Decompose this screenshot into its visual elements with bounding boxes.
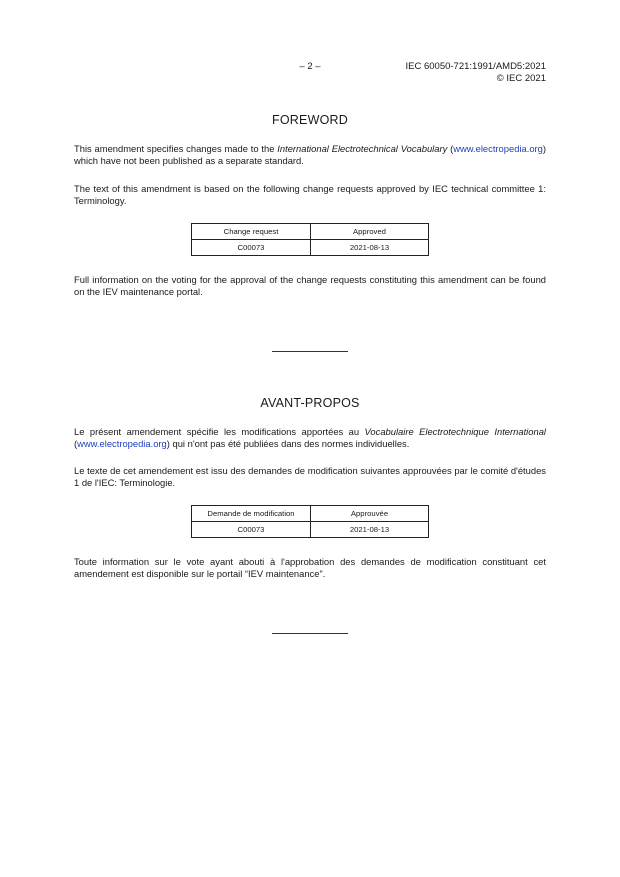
text: ( — [447, 143, 454, 154]
document-id — [346, 61, 546, 85]
electropedia-link[interactable]: www.electropedia.org — [77, 438, 167, 449]
text: This amendment specifies changes made to the — [74, 143, 278, 154]
text: Toute information sur le vote ayant abouti à l'approbation des demandes de modification constituant cet amendement est disponible sur le portail “IEV maintenance”. — [74, 556, 546, 579]
avant-propos-paragraph-3 — [74, 556, 546, 580]
header-approved: Approved — [311, 224, 429, 240]
cell-demande-modification: C00073 — [192, 522, 311, 538]
text: Full information on the voting for the approval of the change requests constituting this amendment can be found on the IEV maintenance portal. — [74, 274, 546, 297]
header-approuvee: Approuvée — [311, 506, 429, 522]
text: Le présent amendement spécifie les modifications apportées au — [74, 426, 365, 437]
electropedia-link[interactable]: www.electropedia.org — [453, 143, 543, 154]
page-number: – 2 – — [299, 61, 321, 72]
cell-change-request: C00073 — [192, 240, 311, 256]
text: ( — [74, 438, 78, 449]
section-separator — [272, 633, 348, 634]
foreword-title: FOREWORD — [272, 113, 348, 127]
vocabulary-title: International Electrotechnical Vocabulary — [277, 143, 448, 154]
text: ) which have not been published as a separate standard. — [74, 143, 546, 166]
foreword-paragraph-1 — [74, 143, 546, 167]
document-id-line: IEC 60050-721:1991/AMD5:2021 — [405, 61, 546, 72]
copyright-line: © IEC 2021 — [496, 73, 546, 84]
header-change-request: Change request — [192, 224, 311, 240]
foreword-paragraph-2 — [74, 183, 546, 207]
header-demande-modification: Demande de modification — [192, 506, 311, 522]
demande-modification-table — [191, 505, 429, 538]
change-request-table — [191, 223, 429, 256]
avant-propos-paragraph-1 — [74, 426, 546, 450]
table-header-row — [192, 506, 429, 522]
avant-propos-paragraph-2 — [74, 465, 546, 489]
table-row — [192, 522, 429, 538]
table-header-row — [192, 224, 429, 240]
table-row — [192, 240, 429, 256]
avant-propos-title: AVANT-PROPOS — [260, 396, 360, 410]
text: Le texte de cet amendement est issu des demandes de modification suivantes approuvées par le comité d'études 1 de l'IEC: Terminologie. — [74, 465, 546, 488]
section-separator — [272, 351, 348, 352]
text: The text of this amendment is based on the following change requests approved by IEC technical committee 1: Terminology. — [74, 183, 546, 206]
vocabulary-title: Vocabulaire Electrotechnique International — [364, 426, 546, 437]
cell-approved-date: 2021-08-13 — [311, 240, 429, 256]
text: ) qui n'ont pas été publiées dans des normes individuelles. — [166, 438, 410, 449]
cell-approuvee-date: 2021-08-13 — [311, 522, 429, 538]
foreword-paragraph-3 — [74, 274, 546, 298]
